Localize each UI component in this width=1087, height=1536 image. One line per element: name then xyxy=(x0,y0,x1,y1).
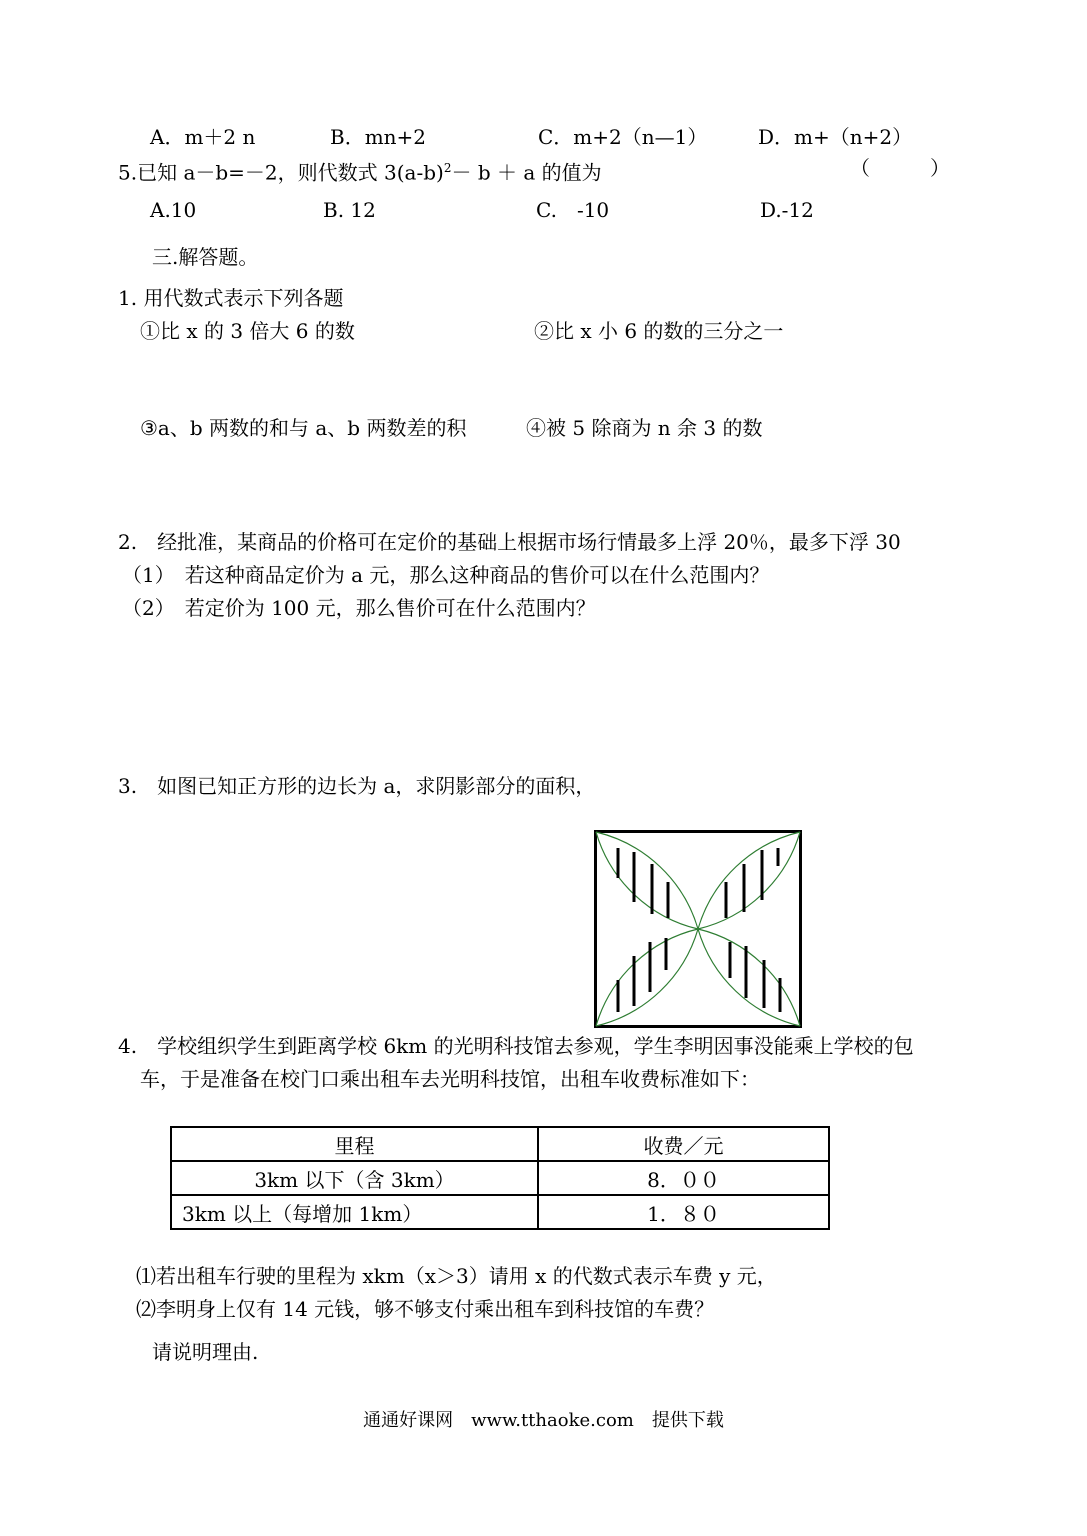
q5-stem-main: 5.已知 a－b=－2，则代数式 3(a-b) xyxy=(118,160,444,185)
section-title: 三.解答题。 xyxy=(152,245,259,269)
table-header-fee: 收费／元 xyxy=(538,1127,829,1161)
table-header-distance: 里程 xyxy=(171,1127,538,1161)
q5-exponent: 2 xyxy=(443,161,452,175)
table-cell-fee: 1．８０ xyxy=(538,1195,829,1229)
p1-title: 1. 用代数式表示下列各题 xyxy=(118,286,344,310)
p4-question-2: ⑵李明身上仅有 14 元钱，够不够支付乘出租车到科技馆的车费？ xyxy=(136,1297,715,1321)
table-row xyxy=(171,1161,829,1195)
q5-answer-paren: （ ） xyxy=(850,156,950,180)
table-header-row xyxy=(171,1127,829,1161)
arc xyxy=(698,929,800,1026)
shaded-square-figure xyxy=(594,830,802,1028)
p2-sub-2: （2） 若定价为 100 元，那么售价可在什么范围内？ xyxy=(122,596,596,620)
p1-item-2: ②比 x 小 6 的数的三分之一 xyxy=(534,319,784,343)
arc xyxy=(698,832,800,929)
table-row xyxy=(171,1195,829,1229)
hatch-group xyxy=(618,848,780,1012)
q5-option-d: D.-12 xyxy=(760,198,814,222)
arc xyxy=(596,929,698,1026)
q4-option-d: D．m+（n+2） xyxy=(758,125,913,149)
q4-option-b: B．mn+2 xyxy=(330,125,427,149)
page-footer: 通通好课网 www.tthaoke.com 提供下载 xyxy=(363,1410,724,1431)
arc xyxy=(596,929,698,1026)
p2-title: 2. 经批准，某商品的价格可在定价的基础上根据市场行情最多上浮 20％，最多下浮 30 xyxy=(118,530,901,554)
p4-line-1: 4. 学校组织学生到距离学校 6km 的光明科技馆去参观，学生李明因事没能乘上学校的包 xyxy=(118,1034,914,1058)
p2-sub-1: （1） 若这种商品定价为 a 元，那么这种商品的售价可以在什么范围内？ xyxy=(122,563,770,587)
p4-line-2: 车，于是准备在校门口乘出租车去光明科技馆，出租车收费标准如下： xyxy=(140,1067,760,1091)
q4-option-a: A．m＋2 n xyxy=(150,125,256,149)
arc xyxy=(596,832,698,929)
p1-item-3: ③a、b 两数的和与 a、b 两数差的积 xyxy=(140,416,467,440)
p4-question-1: ⑴若出租车行驶的里程为 xkm（x＞3）请用 x 的代数式表示车费 y 元， xyxy=(136,1264,777,1288)
q5-stem-rest: － b ＋ a 的值为 xyxy=(451,160,602,185)
table-cell-distance: 3km 以下（含 3km） xyxy=(171,1161,538,1195)
arc xyxy=(698,929,800,1026)
q5-option-c: C. -10 xyxy=(536,198,610,222)
q5-stem xyxy=(118,156,602,185)
arc-group xyxy=(596,832,800,1026)
p3-title: 3. 如图已知正方形的边长为 a，求阴影部分的面积， xyxy=(118,774,596,798)
p1-item-4: ④被 5 除商为 n 余 3 的数 xyxy=(526,416,763,440)
arc xyxy=(698,832,800,929)
q5-option-a: A.10 xyxy=(150,198,197,222)
q5-option-b: B. 12 xyxy=(323,198,376,222)
table-cell-fee: 8．００ xyxy=(538,1161,829,1195)
q4-option-c: C．m+2（n—1） xyxy=(538,125,708,149)
arc xyxy=(596,832,698,929)
fare-table xyxy=(170,1126,830,1230)
table-cell-distance: 3km 以上（每增加 1km） xyxy=(171,1195,538,1229)
p1-item-1: ①比 x 的 3 倍大 6 的数 xyxy=(140,319,355,343)
p4-question-3: 请说明理由. xyxy=(152,1340,259,1364)
